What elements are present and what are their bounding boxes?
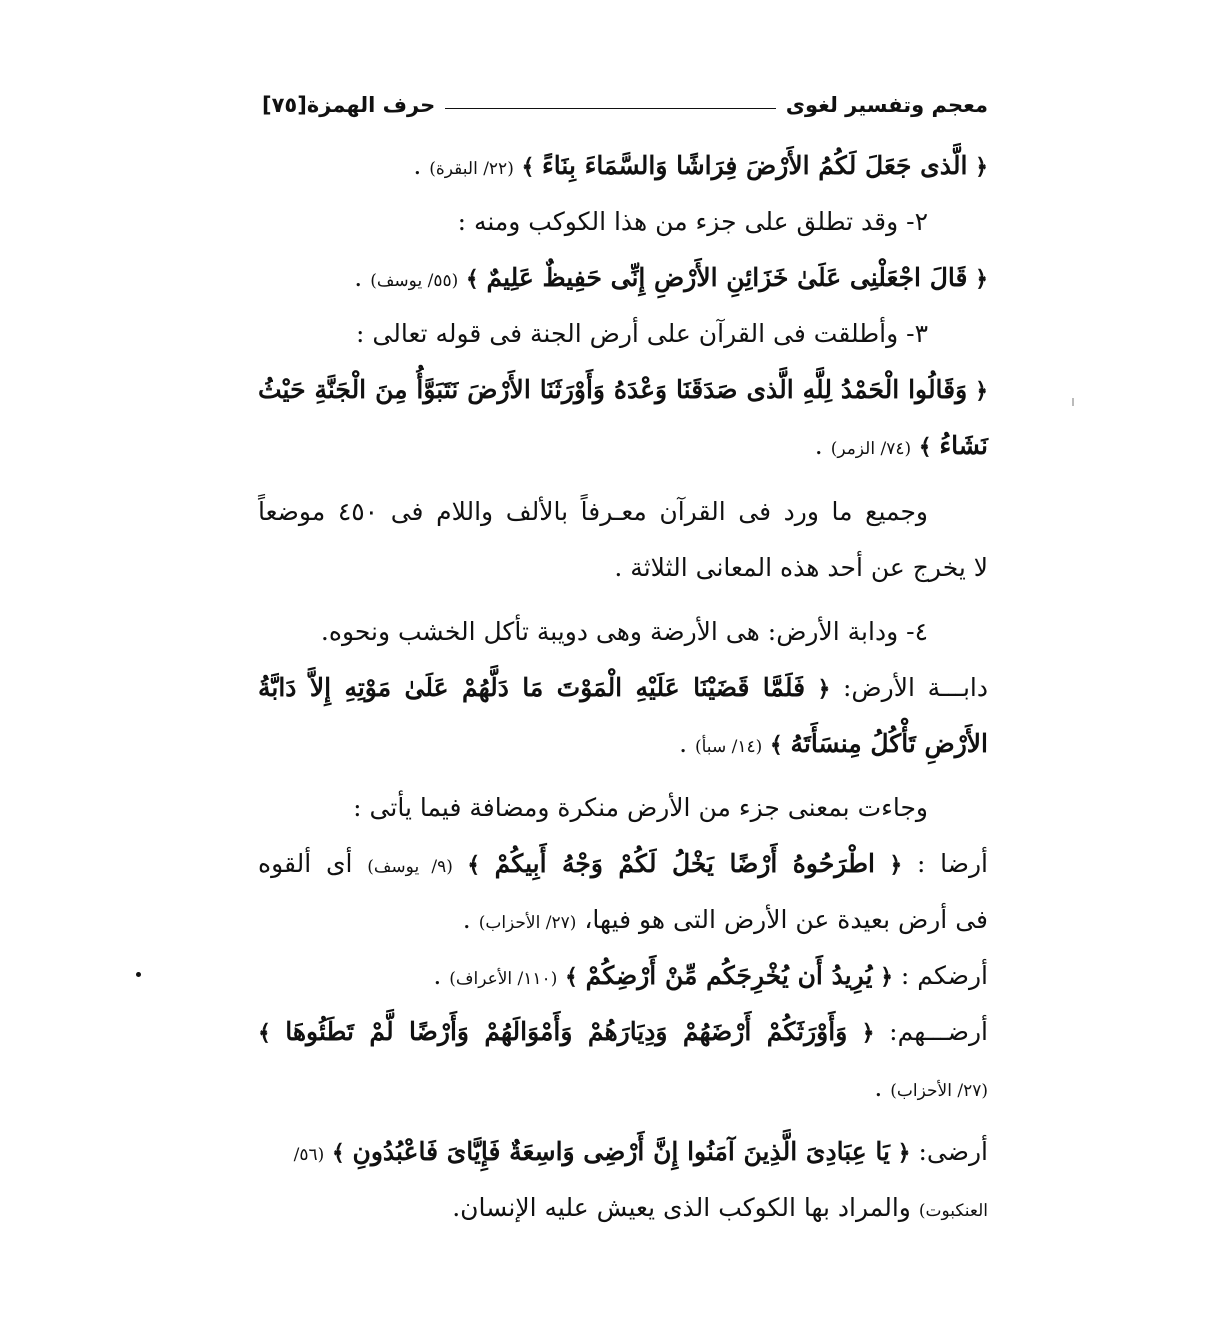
text-line xyxy=(258,194,988,250)
ornate-bracket: ﴿ xyxy=(967,154,988,180)
verse-reference: (١١٠/ الأعراف) xyxy=(449,969,558,989)
line-text: . xyxy=(814,431,831,460)
ornate-bracket: ﴾ xyxy=(452,852,495,878)
text-line xyxy=(258,1004,988,1060)
line-text: ٤- ودابة الأرض: هى الأرضة وهى دويبة تأكل الخشب ونحوه. xyxy=(320,617,928,646)
line-text: . xyxy=(874,1073,891,1102)
text-line xyxy=(258,948,988,1004)
page-number: [٧٥] xyxy=(262,93,307,117)
text-line xyxy=(258,540,988,596)
ornate-bracket: ﴿ xyxy=(872,964,893,990)
quran-verse: نَشَاءُ xyxy=(939,431,988,460)
ornate-bracket: ﴿ xyxy=(874,852,903,878)
quran-verse: وَأَوْرَثَكُمْ أَرْضَهُمْ وَدِيَارَهُمْ وَأَمْوَالَهُمْ وَأَرْضًا لَّمْ تَطَئُوهَا xyxy=(285,1017,848,1046)
ornate-bracket: ﴿ xyxy=(967,266,988,292)
text-line xyxy=(258,306,988,362)
text-line xyxy=(258,362,988,418)
ornate-bracket: ﴾ xyxy=(258,1020,286,1046)
text-line xyxy=(258,484,988,540)
section-title: حرف الهمزة xyxy=(306,93,436,117)
text-line xyxy=(258,1060,988,1116)
line-text: أرضا : xyxy=(902,849,988,878)
ornate-bracket: ﴾ xyxy=(557,964,586,990)
ornate-bracket: ﴿ xyxy=(805,676,831,702)
text-line xyxy=(258,138,988,194)
body-text xyxy=(258,138,988,1236)
text-line xyxy=(258,660,988,716)
quran-verse: فَلَمَّا قَضَيْنَا عَلَيْهِ الْمَوْتَ مَا دَلَّهُمْ عَلَىٰ مَوْتِهِ إِلاَّ دَابَّةُ xyxy=(258,673,806,702)
header-rule xyxy=(445,108,775,109)
margin-mark xyxy=(1072,398,1074,406)
line-text: ٢- وقد تطلق على جزء من هذا الكوكب ومنه : xyxy=(457,207,928,236)
quran-verse: يُرِيدُ أَن يُخْرِجَكُم مِّنْ أَرْضِكُمْ xyxy=(585,961,873,990)
line-text: . xyxy=(679,729,695,758)
ornate-bracket: ﴾ xyxy=(324,1140,353,1166)
text-line xyxy=(258,1180,988,1236)
verse-reference: (٩/ يوسف) xyxy=(367,857,453,877)
quran-verse: الَّذى جَعَلَ لَكُمُ الأَرْضَ فِرَاشًا وَالسَّمَاءَ بِنَاءً xyxy=(542,151,968,180)
verse-reference: (٧٤/ الزمر) xyxy=(830,439,912,459)
line-text: أى ألقوه xyxy=(258,849,368,878)
text-line xyxy=(258,892,988,948)
text-line xyxy=(258,418,988,474)
line-text: فى أرض بعيدة عن الأرض التى هو فيها، xyxy=(576,905,988,934)
line-text: والمراد بها الكوكب الذى يعيش عليه الإنسان. xyxy=(452,1193,919,1222)
quran-verse: الأَرْضِ تَأْكُلُ مِنسَأَتَهُ xyxy=(790,729,988,758)
quran-verse: وَقَالُوا الْحَمْدُ لِلَّهِ الَّذى صَدَقَنَا وَعْدَهُ وَأَوْرَثَنَا الأَرْضَ نَتَبَوَّأُ مِنَ الْجَنَّةِ حَيْثُ xyxy=(258,375,968,404)
text-line xyxy=(258,604,988,660)
verse-reference: (٢٢/ البقرة) xyxy=(429,159,514,179)
line-text: أرضى: xyxy=(910,1137,988,1166)
text-line xyxy=(258,1124,988,1180)
running-header xyxy=(262,90,988,120)
line-text: أرضـــهم: xyxy=(874,1017,988,1046)
text-line xyxy=(258,250,988,306)
line-text: وجميع ما ورد فى القرآن معـرفاً بالألف واللام فى ٤٥٠ موضعاً xyxy=(258,497,928,526)
ornate-bracket: ﴾ xyxy=(762,732,791,758)
verse-reference: (٢٧/ الأحزاب) xyxy=(890,1081,988,1101)
line-text: . xyxy=(462,905,479,934)
line-text: وجاءت بمعنى جزء من الأرض منكرة ومضافة فيما يأتى : xyxy=(353,793,928,822)
ornate-bracket: ﴾ xyxy=(911,434,940,460)
line-text: أرضكم : xyxy=(892,961,988,990)
verse-reference: (٥٥/ يوسف) xyxy=(370,271,459,291)
ornate-bracket: ﴿ xyxy=(967,378,988,404)
ornate-bracket: ﴿ xyxy=(847,1020,875,1046)
text-line xyxy=(258,836,988,892)
book-title: معجم وتفسير لغوى xyxy=(785,93,988,117)
verse-reference: العنكبوت) xyxy=(918,1201,988,1221)
line-text: . xyxy=(354,263,371,292)
ornate-bracket: ﴿ xyxy=(889,1140,911,1166)
line-text: لا يخرج عن أحد هذه المعانى الثلاثة . xyxy=(614,553,988,582)
text-line xyxy=(258,716,988,772)
quran-verse: اطْرَحُوهُ أَرْضًا يَخْلُ لَكُمْ وَجْهُ أَبِيكُمْ xyxy=(494,849,875,878)
ornate-bracket: ﴾ xyxy=(513,154,543,180)
quran-verse: يَا عِبَادِىَ الَّذِينَ آمَنُوا إِنَّ أَرْضِى وَاسِعَةٌ فَإِيَّاىَ فَاعْبُدُونِ xyxy=(352,1137,890,1166)
verse-reference: (١٤/ سبأ) xyxy=(695,737,763,757)
quran-verse: قَالَ اجْعَلْنِى عَلَىٰ خَزَائِنِ الأَرْضِ إِنِّى حَفِيظٌ عَلِيمٌ xyxy=(486,263,968,292)
ornate-bracket: ﴾ xyxy=(458,266,487,292)
line-text: ٣- وأطلقت فى القرآن على أرض الجنة فى قوله تعالى : xyxy=(356,319,928,348)
verse-reference: (٥٦/ xyxy=(293,1145,325,1165)
line-text: . xyxy=(433,961,450,990)
text-line xyxy=(258,780,988,836)
margin-dot xyxy=(136,972,141,977)
line-text: دابـــة الأرض: xyxy=(830,673,988,702)
verse-reference: (٢٧/ الأحزاب) xyxy=(478,913,577,933)
line-text: . xyxy=(413,151,430,180)
